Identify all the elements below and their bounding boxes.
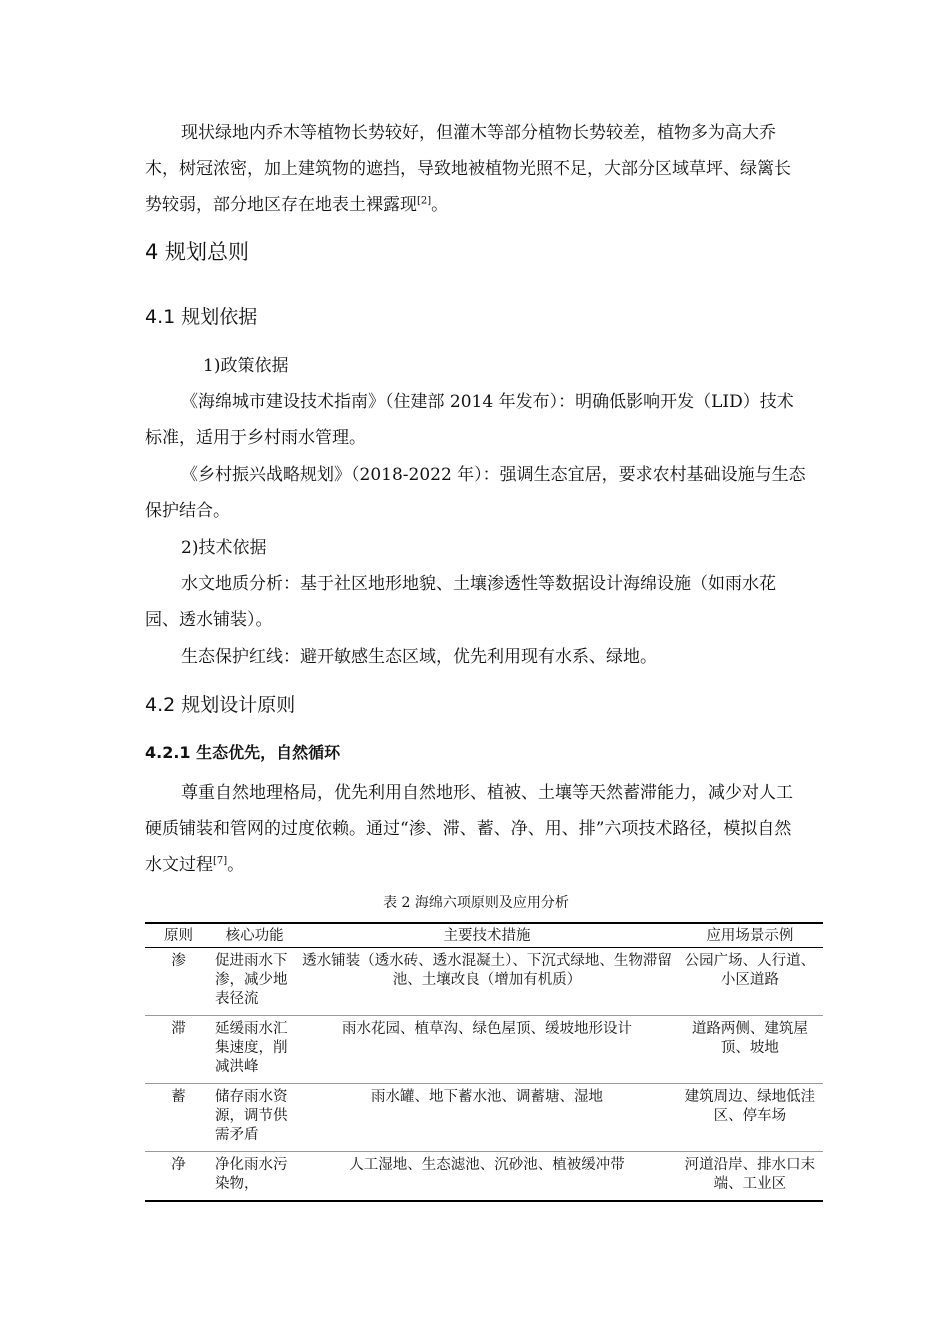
technical-basis-heading: 2)技术依据 xyxy=(181,538,267,558)
section-4-heading: 4 规划总则 xyxy=(145,240,250,264)
technical-paragraph-2: 生态保护红线：避开敏感生态区域，优先利用现有水系、绿地。 xyxy=(181,647,657,667)
section-4-1-heading: 4.1 规划依据 xyxy=(145,306,258,328)
cell-measures: 雨水罐、地下蓄水池、调蓄塘、湿地 xyxy=(297,1084,677,1152)
cell-principle: 蓄 xyxy=(145,1084,212,1152)
citation-ref: [2] xyxy=(417,195,432,207)
cell-function: 促进雨水下渗，减少地表径流 xyxy=(212,948,297,1016)
section-4-2-heading: 4.2 规划设计原则 xyxy=(145,694,296,716)
cell-scenarios: 道路两侧、建筑屋顶、坡地 xyxy=(677,1016,823,1084)
section-4-2-1-heading: 4.2.1 生态优先，自然循环 xyxy=(145,743,341,762)
sponge-principles-table xyxy=(145,922,823,1202)
cell-scenarios: 河道沿岸、排水口末端、工业区 xyxy=(677,1152,823,1202)
cell-scenarios: 公园广场、人行道、小区道路 xyxy=(677,948,823,1016)
ecology-paragraph xyxy=(145,775,807,883)
header-function: 核心功能 xyxy=(212,923,297,948)
citation-ref: [7] xyxy=(213,855,228,867)
cell-principle: 渗 xyxy=(145,948,212,1016)
header-principle: 原则 xyxy=(145,923,212,948)
cell-principle: 滞 xyxy=(145,1016,212,1084)
intro-text: 现状绿地内乔木等植物长势较好，但灌木等部分植物长势较差，植物多为高大乔木，树冠浓密，加上建筑物的遮挡，导致地被植物光照不足，大部分区域草坪、绿篱长势较弱，部分地区存在地表土裸露现 xyxy=(145,123,791,215)
cell-scenarios: 建筑周边、绿地低洼区、停车场 xyxy=(677,1084,823,1152)
cell-function: 储存雨水资源，调节供需矛盾 xyxy=(212,1084,297,1152)
table-caption: 表 2 海绵六项原则及应用分析 xyxy=(383,895,569,911)
cell-function: 净化雨水污染物， xyxy=(212,1152,297,1202)
cell-measures: 透水铺装（透水砖、透水混凝土）、下沉式绿地、生物滞留池、土壤改良（增加有机质） xyxy=(297,948,677,1016)
table-row xyxy=(145,1152,823,1202)
policy-paragraph-1: 《海绵城市建设技术指南》（住建部 2014 年发布）：明确低影响开发（LID）技术标准，适用于乡村雨水管理。 xyxy=(145,392,794,448)
policy-basis-heading: 1)政策依据 xyxy=(203,356,289,376)
header-measures: 主要技术措施 xyxy=(297,923,677,948)
intro-end: 。 xyxy=(431,195,449,215)
table-header-row xyxy=(145,923,823,948)
ecology-end: 。 xyxy=(227,855,245,875)
table-row xyxy=(145,948,823,1016)
table-row xyxy=(145,1016,823,1084)
cell-principle: 净 xyxy=(145,1152,212,1202)
table-row xyxy=(145,1084,823,1152)
intro-paragraph xyxy=(145,115,807,223)
cell-function: 延缓雨水汇集速度，削减洪峰 xyxy=(212,1016,297,1084)
policy-paragraph-2: 《乡村振兴战略规划》（2018-2022 年）：强调生态宜居，要求农村基础设施与生态保护结合。 xyxy=(145,465,806,521)
cell-measures: 人工湿地、生态滤池、沉砂池、植被缓冲带 xyxy=(297,1152,677,1202)
ecology-text: 尊重自然地理格局，优先利用自然地形、植被、土壤等天然蓄滞能力，减少对人工硬质铺装和管网的过度依赖。通过“渗、滞、蓄、净、用、排”六项技术路径，模拟自然水文过程 xyxy=(145,783,793,875)
cell-measures: 雨水花园、植草沟、绿色屋顶、缓坡地形设计 xyxy=(297,1016,677,1084)
technical-paragraph-1: 水文地质分析：基于社区地形地貌、土壤渗透性等数据设计海绵设施（如雨水花园、透水铺装）。 xyxy=(145,574,776,630)
header-scenarios: 应用场景示例 xyxy=(677,923,823,948)
